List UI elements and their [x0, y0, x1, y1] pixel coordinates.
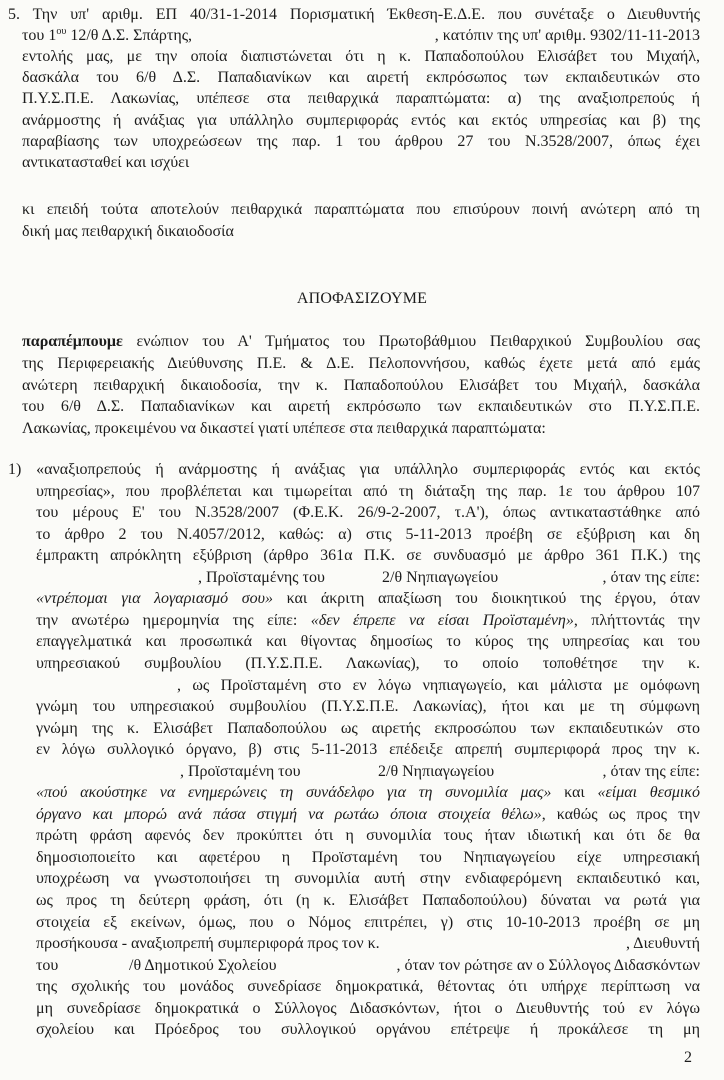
text-line: 1) «αναξιοπρεπούς ή ανάρμοστης ή ανάξιας για υπάλληλο συμπεριφοράς εντός και εκτός [8, 461, 700, 478]
text-segment: , Προϊσταμένης του [198, 568, 325, 586]
page-number: 2 [684, 1049, 692, 1066]
text-segment [22, 25, 328, 47]
text-line: επαγγελματικά και προσωπικά και θίγοντας δημοσίως το κύρος της υπηρεσίας και του [36, 633, 700, 651]
text-segment: 2/θ Νηπιαγωγείου [382, 568, 499, 586]
text-line: στοιχεία εξ εκείνων, όμως, που ο Νόμος επιτρέπει, γ) στις 10-10-2013 προέβη σε μη [36, 913, 700, 931]
text-segment: , όταν της είπε: [602, 568, 700, 586]
text-line [36, 610, 700, 632]
text-segment: /θ Δημοτικού Σχολείου [129, 956, 277, 974]
text-run: και [551, 784, 598, 802]
text-line: έμπρακτη απρόκλητη εξύβριση (άρθρο 361α Π.Κ. σε συνδυασμό με άρθρο 361 Π.Κ.) της [36, 547, 700, 565]
text-segment: , Διευθυντή [626, 935, 700, 953]
text-line: Λακωνίας, προκειμένου να δικαστεί γιατί υπέπεσε στα πειθαρχικά παραπτώματα: [22, 420, 546, 438]
text-line: , ως Προϊσταμένη στο εν λόγω νηπιαγωγείο, και μάλιστα με ομόφωνη [177, 676, 700, 694]
text-line: υπηρεσιακού συμβουλίου (Π.Υ.Σ.Π.Ε. Λακωνίας), το οποίο τοποθέτησε την κ. [36, 654, 700, 672]
decision-heading: ΑΠΟΦΑΣΙΖΟΥΜΕ [296, 290, 428, 307]
text-line: 5. Την υπ' αριθμ. ΕΠ 40/31-1-2014 Πορισματική Έκθεση-Ε.Δ.Ε. που συνέταξε ο Διευθυντής [8, 6, 700, 23]
text-run: και άκριτη απαξίωση του διοικητικού της έργου, όταν [273, 590, 700, 608]
text-run: 12/θ Δ.Σ. Σπάρτης, [66, 27, 193, 45]
text-line [36, 804, 700, 826]
text-line [22, 331, 700, 353]
text-line: σχολείου και Πρόεδρος του συλλογικού οργάνου επέτρεψε ή προκάλεσε τη μη [36, 1021, 700, 1039]
text-line: κι επειδή τούτα αποτελούν πειθαρχικά παραπτώματα που επισύρουν ποινή ανώτερη από τη [22, 201, 700, 218]
text-segment: , κατόπιν της υπ' αριθμ. 9302/11-11-2013 [434, 27, 700, 45]
text-line: δασκάλα του 6/θ Δ.Σ. Παπαδιανίκων και αιρετή εκπρόσωπος των εκπαιδευτικών στο [22, 69, 700, 87]
text-line: αντικατασταθεί και ισχύει [22, 153, 190, 171]
text-line: ως προς τη δεύτερη φράση, ότι (η κ. Ελισάβετ Παπαδοπούλου) δύναται να ρωτά για [36, 892, 700, 909]
text-run: , καθώς ως προς την [541, 805, 700, 823]
quoted-text: «είμαι θεσμικό [597, 784, 700, 802]
text-line [36, 782, 700, 804]
quoted-text: όργανο και μπορώ ανά πάσα στιγμή να ρωτάω όποια στοιχεία θέλω» [36, 805, 542, 823]
text-line [0, 933, 724, 955]
superscript: ου [56, 26, 67, 38]
text-segment: , Προϊσταμένη του [180, 762, 301, 780]
text-line: μη συνεδρίασε δημοκρατικά ο Σύλλογος Διδασκόντων, ήτοι ο Διευθυντής τού εν λόγω [36, 999, 700, 1017]
text-line [0, 955, 724, 977]
text-line: δική μας πειθαρχική δικαιοδοσία [22, 223, 234, 240]
quoted-text: «πού ακούστηκε να ενημερώνεις τη συνάδελφο για τη συνομιλία μας» [36, 784, 552, 802]
text-line: Π.Υ.Σ.Π.Ε. Λακωνίας, υπέπεσε στα πειθαρχικά παραπτώματα: α) της αναξιοπρεπούς ή [22, 90, 700, 108]
text-segment: , όταν τον ρώτησε αν ο Σύλλογος Διδασκόντων [396, 956, 700, 974]
text-line: δημοσιοποιείτο και αφετέρου η Προϊσταμένη του Νηπιαγωγείου είχε υπηρεσιακή [36, 848, 700, 866]
text-run: του 1 [22, 27, 57, 45]
text-line: της Περιφερειακής Διεύθυνσης Π.Ε. & Δ.Ε. Πελοποννήσου, καθώς έχετε μετά από εμάς [22, 354, 700, 372]
text-run: ενώπιον του Α' Τμήματος του Πρωτοβάθμιου Πειθαρχικού Συμβουλίου σας [122, 333, 700, 350]
text-line: ανώτερη πειθαρχική δικαιοδοσία, την κ. Παπαδοπούλου Ελισάβετ του Μιχαήλ, δασκάλα [22, 376, 700, 394]
text-line: ανάρμοστης ή ανάξιας για υπάλληλο συμπεριφοράς εντός και εκτός υπηρεσίας και β) της [22, 111, 700, 129]
text-segment: προσήκουσα - αναξιοπρεπή συμπεριφορά προς τον κ. [36, 935, 380, 953]
text-line: της σχολικής του μονάδος συνεδρίασε δημοκρατικά, θέτοντας ότι υπήρχε περίπτωση να [36, 978, 700, 996]
text-run: την ανωτέρω ημερομηνία της είπε: [36, 611, 311, 629]
text-line: εντολής μας, με την οποία διαπιστώνεται ότι η κ. Παπαδοπούλου Ελισάβετ του Μιχαήλ, [22, 48, 700, 66]
text-line: παραβίασης των υποχρεώσεων της παρ. 1 του άρθρου 27 του Ν.3528/2007, όπως έχει [22, 132, 700, 150]
text-line: του 6/θ Δ.Σ. Παπαδιανίκων και αιρετή εκπρόσωπο των εκπαιδευτικών στο Π.Υ.Σ.Π.Ε. [22, 398, 700, 416]
text-run: , πλήττοντάς την [573, 611, 700, 629]
text-line: εν λόγω συλλογικό όργανο, β) στις 5-11-2013 επέδειξε απρεπή συμπεριφορά προς την κ. [36, 741, 700, 759]
text-segment: του [36, 956, 59, 974]
text-line: γνώμη του υπηρεσιακού συμβουλίου (Π.Υ.Σ.Π.Ε. Λακωνίας), ήτοι και με τη σύμφωνη [36, 698, 700, 716]
text-segment: , όταν της είπε: [602, 762, 700, 780]
text-line [0, 567, 724, 589]
text-line: γνώμη της κ. Ελισάβετ Παπαδοπούλου ως αιρετής εκπροσώπου των εκπαιδευτικών στο [36, 719, 700, 737]
text-line: το άρθρο 2 του Ν.4057/2012, καθώς: α) στις 5-11-2013 προέβη σε εξύβριση και δη [36, 525, 700, 543]
quoted-text: «ντρέπομαι για λογαριασμό σου» [36, 590, 273, 608]
emphasized-text: παραπέμπουμε [22, 333, 123, 350]
quoted-text: «δεν έπρεπε να είσαι Προϊσταμένη» [310, 611, 574, 629]
text-line: του μέρους Ε' του Ν.3528/2007 (Φ.Ε.Κ. 26/9-2-2007, τ.Α'), όπως αντικαταστάθηκε από [36, 504, 700, 522]
text-line [0, 25, 724, 47]
text-line [36, 588, 700, 610]
text-line: υπηρεσίας», που προβλέπεται και τιμωρείται από τη διάταξη της παρ. 1ε του άρθρου 107 [36, 482, 700, 500]
text-segment: 2/θ Νηπιαγωγείου [378, 762, 495, 780]
text-line [0, 761, 724, 783]
text-line: υποχρέωση να γνωστοποιήσει τη συνομιλία αυτή στην ενδιαφερόμενη εκπαιδευτικό και, [36, 870, 700, 888]
text-line: πρώτη φράση αφενός δεν προκύπτει ότι η συνομιλία τους ήταν ιδιωτική και ότι δε θα [36, 827, 700, 845]
